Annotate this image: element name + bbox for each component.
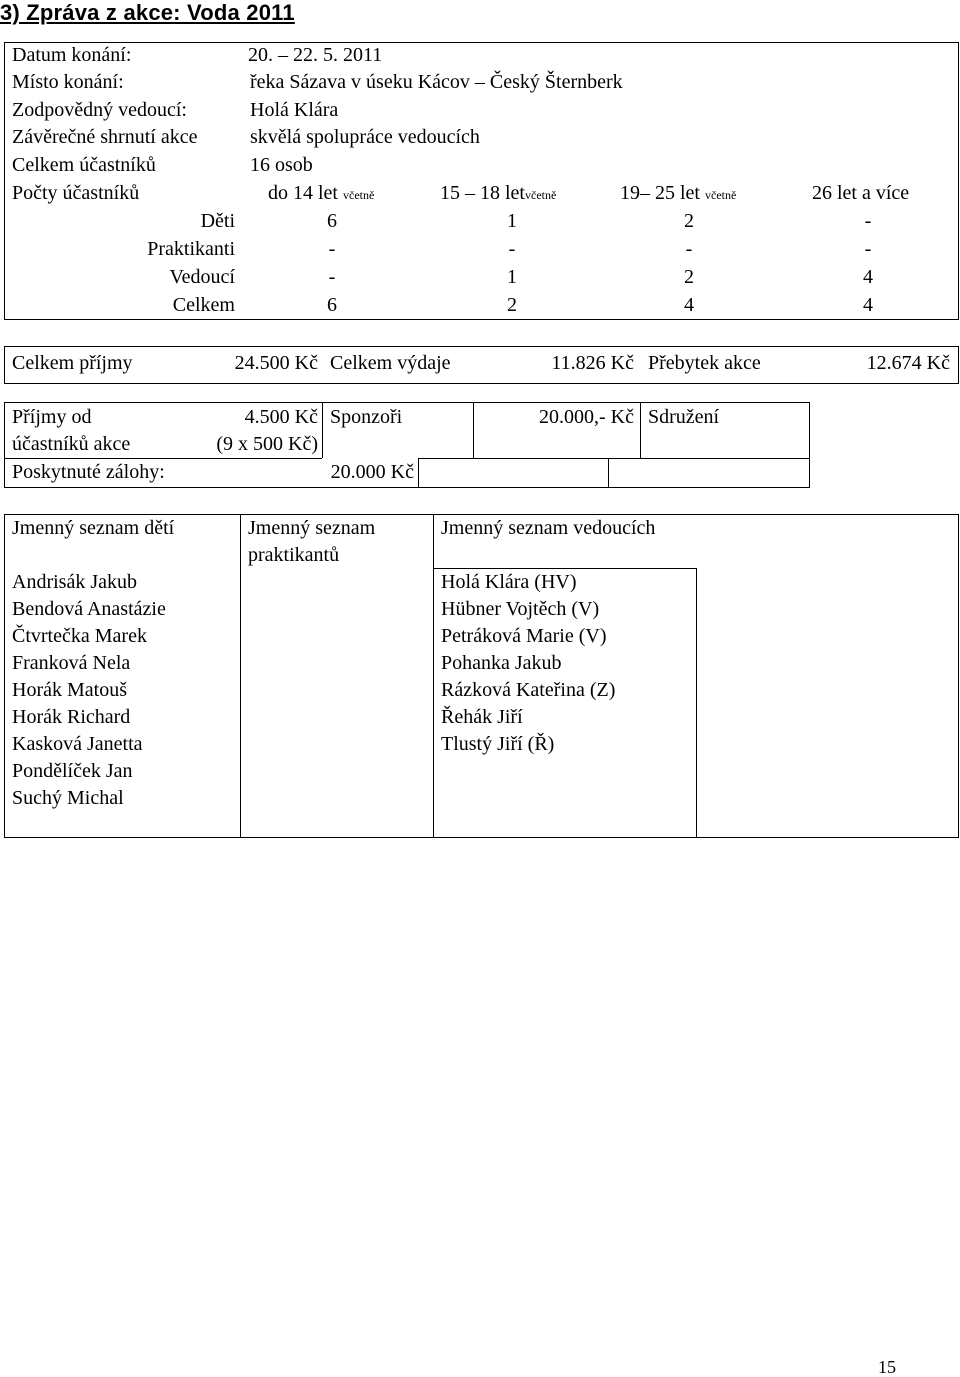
income-value: 24.500 Kč bbox=[234, 352, 318, 374]
page-title: 3) Zpráva z akce: Voda 2011 bbox=[0, 0, 295, 25]
col-header-2: 15 – 18 letvčetně bbox=[440, 182, 557, 204]
advances-label: Poskytnuté zálohy: bbox=[12, 461, 165, 483]
list-item: Horák Matouš bbox=[12, 679, 127, 701]
list-item: Suchý Michal bbox=[12, 787, 124, 809]
cell: - bbox=[328, 238, 336, 260]
children-list-header: Jmenný seznam dětí bbox=[12, 517, 175, 539]
list-item: Hübner Vojtěch (V) bbox=[441, 598, 600, 620]
total-value: 16 osob bbox=[250, 154, 313, 176]
divider bbox=[418, 458, 419, 488]
cell: 4 bbox=[863, 266, 873, 288]
leaders-list-header: Jmenný seznam vedoucích bbox=[441, 517, 656, 539]
date-value: 20. – 22. 5. 2011 bbox=[248, 44, 383, 66]
cell: 2 bbox=[507, 294, 517, 316]
association-label: Sdružení bbox=[648, 406, 720, 428]
summary-label: Závěrečné shrnutí akce bbox=[12, 126, 198, 148]
surplus-label: Přebytek akce bbox=[648, 352, 761, 374]
sponsors-label: Sponzoři bbox=[330, 406, 403, 428]
row-label-leaders: Vedoucí bbox=[169, 266, 235, 288]
list-item: Andrisák Jakub bbox=[12, 571, 137, 593]
list-item: Pondělíček Jan bbox=[12, 760, 133, 782]
list-item: Petráková Marie (V) bbox=[441, 625, 607, 647]
trainees-list-header-1: Jmenný seznam bbox=[248, 517, 376, 539]
divider bbox=[608, 458, 609, 488]
cell: 6 bbox=[327, 294, 337, 316]
place-label: Místo konání: bbox=[12, 71, 124, 93]
divider bbox=[433, 514, 434, 838]
expense-value: 11.826 Kč bbox=[551, 352, 634, 374]
divider bbox=[240, 514, 241, 838]
list-item: Tlustý Jiří (Ř) bbox=[441, 733, 555, 755]
advances-value: 20.000 Kč bbox=[330, 461, 414, 483]
cell: 2 bbox=[684, 266, 694, 288]
row-label-trainees: Praktikanti bbox=[147, 238, 235, 260]
col-header-4: 26 let a více bbox=[812, 182, 910, 204]
cell: - bbox=[328, 266, 336, 288]
list-item: Franková Nela bbox=[12, 652, 131, 674]
cell: 4 bbox=[684, 294, 694, 316]
cell: 1 bbox=[507, 266, 517, 288]
list-item: Holá Klára (HV) bbox=[441, 571, 577, 593]
place-value: řeka Sázava v úseku Kácov – Český Šternberk bbox=[250, 71, 623, 93]
cell: - bbox=[508, 238, 516, 260]
row-label-total: Celkem bbox=[172, 294, 235, 316]
divider bbox=[640, 402, 641, 458]
divider bbox=[473, 402, 474, 458]
cell: 1 bbox=[507, 210, 517, 232]
cell: - bbox=[685, 238, 693, 260]
divider bbox=[696, 568, 697, 838]
list-item: Řehák Jiří bbox=[441, 706, 523, 728]
list-item: Horák Richard bbox=[12, 706, 131, 728]
cell: - bbox=[864, 238, 872, 260]
expense-label: Celkem výdaje bbox=[330, 352, 451, 374]
col-header-3: 19– 25 let včetně bbox=[620, 182, 737, 204]
total-label: Celkem účastníků bbox=[12, 154, 156, 176]
cell: 6 bbox=[327, 210, 337, 232]
list-item: Pohanka Jakub bbox=[441, 652, 562, 674]
leader-value: Holá Klára bbox=[250, 99, 339, 121]
divider bbox=[418, 458, 810, 459]
participants-income-value-2: (9 x 500 Kč) bbox=[216, 433, 318, 455]
row-label-children: Děti bbox=[200, 210, 235, 232]
trainees-list-header-2: praktikantů bbox=[248, 544, 340, 566]
participants-income-label-1: Příjmy od bbox=[12, 406, 92, 428]
summary-value: skvělá spolupráce vedoucích bbox=[250, 126, 480, 148]
participants-income-value-1: 4.500 Kč bbox=[244, 406, 318, 428]
cell: 2 bbox=[684, 210, 694, 232]
participants-income-label-2: účastníků akce bbox=[12, 433, 131, 455]
leader-label: Zodpovědný vedoucí: bbox=[12, 99, 187, 121]
page-number: 15 bbox=[878, 1357, 896, 1377]
list-item: Kasková Janetta bbox=[12, 733, 143, 755]
surplus-value: 12.674 Kč bbox=[866, 352, 950, 374]
income-label: Celkem příjmy bbox=[12, 352, 133, 374]
date-label: Datum konání: bbox=[12, 44, 132, 66]
list-item: Čtvrtečka Marek bbox=[12, 625, 147, 647]
col-header-1: do 14 let včetně bbox=[268, 182, 375, 204]
cell: - bbox=[864, 210, 872, 232]
divider bbox=[322, 402, 323, 458]
list-item: Rázková Kateřina (Z) bbox=[441, 679, 616, 701]
cell: 4 bbox=[863, 294, 873, 316]
counts-label: Počty účastníků bbox=[12, 182, 140, 204]
sponsors-value: 20.000,- Kč bbox=[539, 406, 634, 428]
list-item: Bendová Anastázie bbox=[12, 598, 166, 620]
